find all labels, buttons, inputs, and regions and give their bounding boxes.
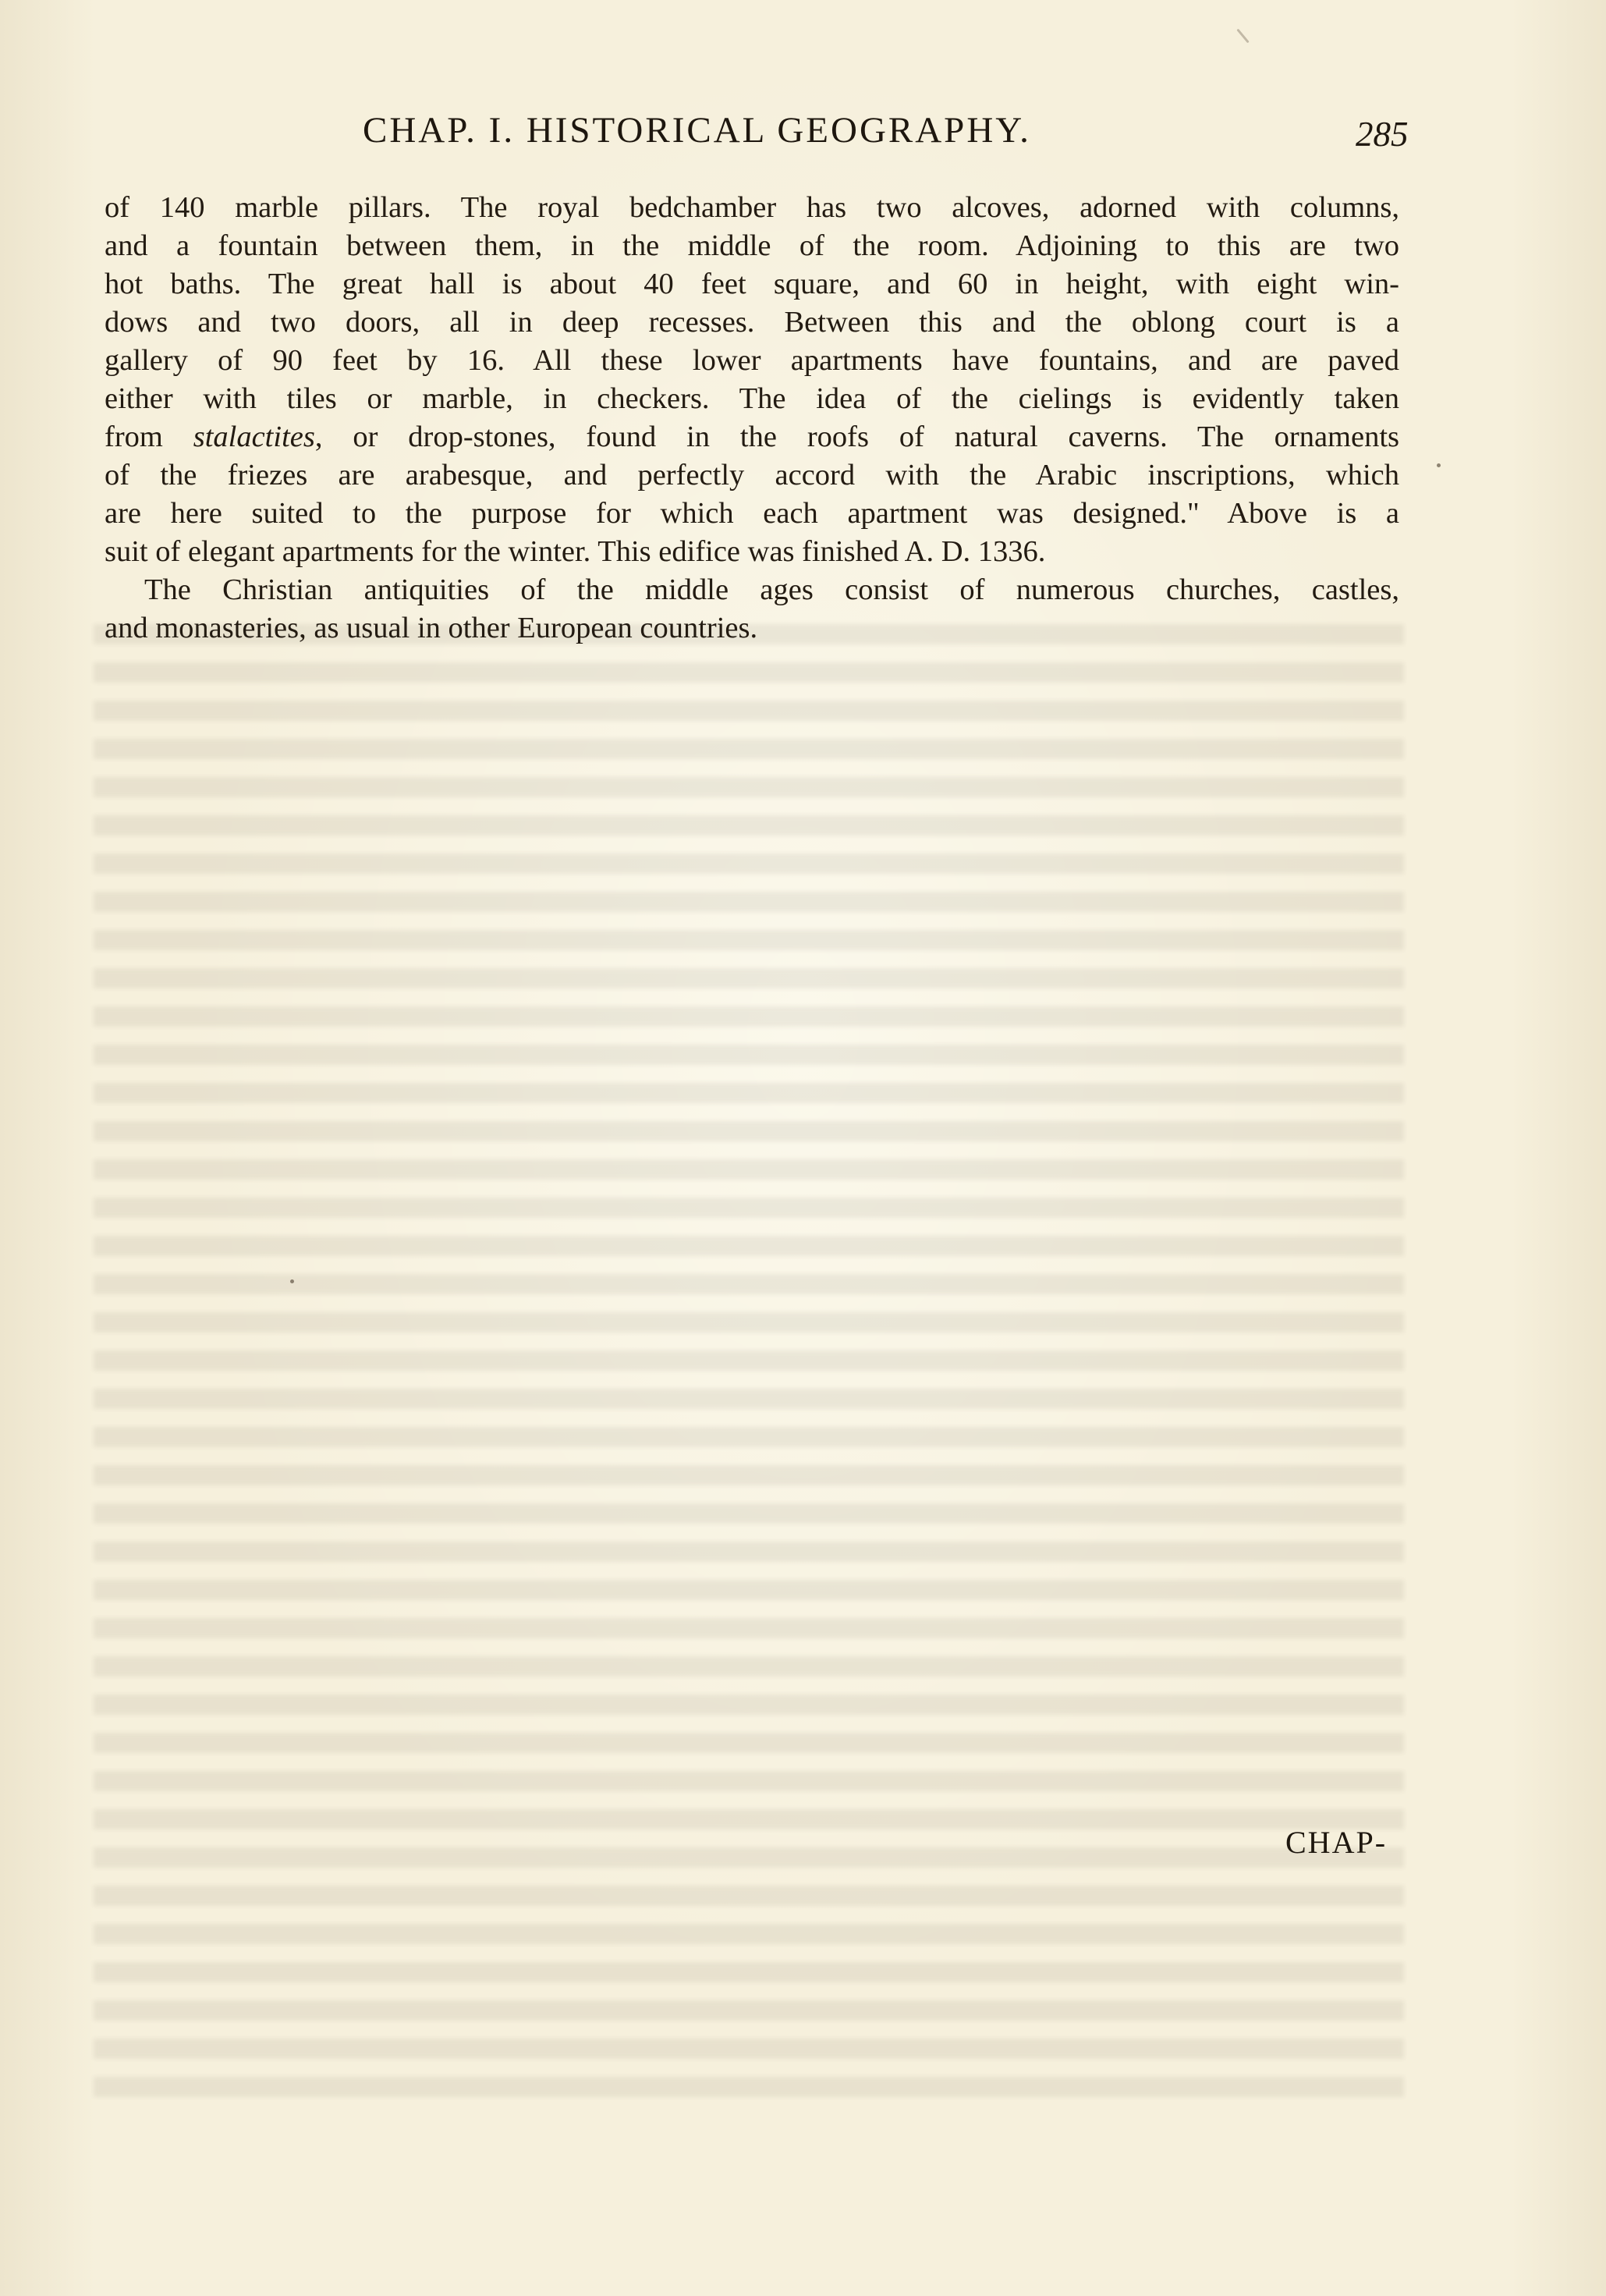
paper-scratch bbox=[1236, 29, 1249, 44]
italic-term: stalactites bbox=[193, 421, 315, 453]
paper-speck bbox=[1437, 463, 1441, 467]
page-number: 285 bbox=[1356, 115, 1409, 154]
running-head: CHAP. I. HISTORICAL GEOGRAPHY. bbox=[363, 110, 1031, 151]
page-header bbox=[0, 109, 1606, 156]
paragraph-1 bbox=[105, 189, 1399, 571]
text-line: hot baths. The great hall is about 40 feet square, and 60 in height, with eight win- bbox=[105, 268, 1399, 300]
paragraph-2 bbox=[105, 571, 1399, 648]
text-line: gallery of 90 feet by 16. All these lower apartments have fountains, and are paved bbox=[105, 344, 1399, 377]
text-line: either with tiles or marble, in checkers. The idea of the cielings is evidently taken bbox=[105, 382, 1399, 415]
catchword: CHAP- bbox=[1285, 1825, 1388, 1860]
text-line: of the friezes are arabesque, and perfectly accord with the Arabic inscriptions, which bbox=[105, 459, 1399, 491]
text-line: of 140 marble pillars. The royal bedchamber has two alcoves, adorned with columns, bbox=[105, 191, 1399, 224]
show-through-text bbox=[94, 624, 1404, 2106]
body-text bbox=[105, 189, 1399, 648]
text-line: suit of elegant apartments for the winter. This edifice was finished A. D. 1336. bbox=[105, 535, 1046, 568]
text-line: and a fountain between them, in the middle of the room. Adjoining to this are two bbox=[105, 229, 1399, 262]
text-line: The Christian antiquities of the middle ages consist of numerous churches, castles, bbox=[144, 573, 1399, 606]
text-line: from stalactites, or drop-stones, found in the roofs of natural caverns. The ornaments bbox=[105, 421, 1399, 453]
text-line: and monasteries, as usual in other European countries. bbox=[105, 612, 758, 644]
paper-speck bbox=[290, 1279, 294, 1283]
text-line: are here suited to the purpose for which each apartment was designed." Above is a bbox=[105, 497, 1399, 530]
text-line: dows and two doors, all in deep recesses. Between this and the oblong court is a bbox=[105, 306, 1399, 339]
